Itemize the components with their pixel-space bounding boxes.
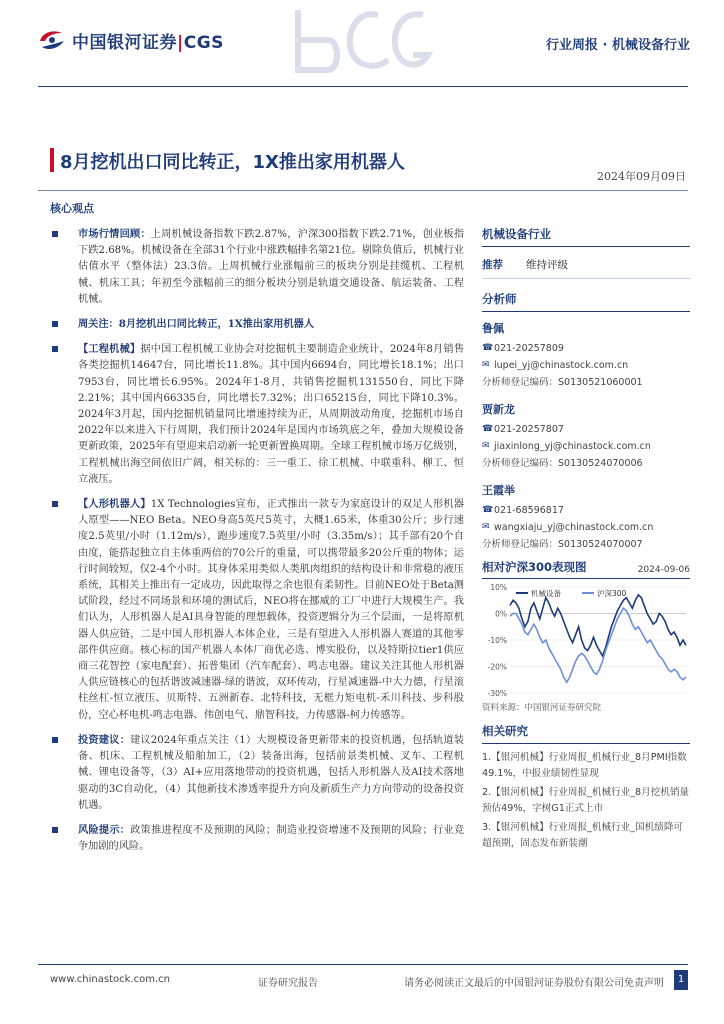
footer-divider — [38, 964, 688, 965]
analyst-phone: 021-20257807 — [494, 424, 564, 435]
brand-name: 中国银河证券|CGS — [72, 33, 224, 53]
relative-performance-chart — [482, 559, 690, 713]
main-content — [50, 226, 464, 863]
phone-icon: ☎ — [482, 424, 494, 434]
related-heading: 相关研究 — [482, 723, 690, 744]
paragraph-text: 据中国工程机械工业协会对挖掘机主要制造企业统计，2024年8月销售各类挖掘机14647台，同比增长11.8%。其中国内6694台，同比增长18.1%；出口7953台，同比增长6.95%。2024年1-8月，共销售挖掘机131550台，同比下降2.21%；其中国内66335台，同比增长7.32%；出口65215台，同比下降10.3%。2024年3月起，国内挖掘机销量同比增速持续为正，从周期波动角度，挖掘机市场自2022年以来进入下行周期，我们预计2024年是国内市场筑底之年，叠加大规模设备更新政策，2025年有望迎来启动新一轮更新置换周期。全球工程机械市场万亿级别，工程机械出海空间依旧广阔，相关标的：三一重工、徐工机械、中联重科、柳工、恒立液压。 — [78, 344, 465, 485]
bullet-marker — [52, 827, 58, 833]
chart-date: 2024-09-06 — [637, 565, 690, 575]
paragraph-text: 建议2024年重点关注（1）大规模设备更新带来的投资机遇，包括轨道装备、机床、工程机械及船舶加工，（2）装备出海，包括前景类机械、叉车、工程机械、锂电设备等，（3）AI+应用落地带动的投资机遇，包括人形机器人及AI技术落地驱动的3C自动化，（4）其他新技术渗透率提升方向及新质生产力方向带动的设备投资机遇。 — [78, 734, 464, 811]
footer-label: 证券研究报告 — [258, 978, 318, 989]
brand-logo — [38, 28, 224, 53]
paragraph-lead: 投资建议： — [78, 733, 130, 746]
chart-title: 相对沪深300表现图 — [482, 560, 587, 574]
analyst-email[interactable]: wangxiaju_yj@chinastock.com.cn — [494, 522, 654, 533]
brand-logo-icon — [38, 29, 66, 53]
mail-icon: ✉ — [482, 360, 490, 370]
page-header — [0, 0, 724, 92]
mail-icon: ✉ — [482, 441, 490, 451]
analyst-cert: 分析师登记编码：S0130524070007 — [482, 539, 643, 550]
related-item[interactable]: 1.【银河机械】行业周报_机械行业_8月PMI指数49.1%，中报业绩韧性显现 — [482, 752, 687, 779]
report-date: 2024年09月09日 — [597, 170, 686, 183]
paragraph-construction-machinery — [50, 341, 464, 488]
paragraph-lead: 【人形机器人】 — [78, 498, 151, 511]
analyst-card — [482, 401, 690, 472]
chart-legend-label: 沪深300 — [597, 589, 627, 598]
paragraph-lead: 市场行情回顾： — [78, 228, 151, 240]
section-label: 核心观点 — [50, 202, 94, 215]
paragraph-lead: 【工程机械】 — [78, 343, 141, 356]
paragraph-text: 上周机械设备指数下跌2.87%，沪深300指数下跌2.71%，创业板指下跌2.68%。机械设备在全部31个行业中涨跌幅排名第21位。剔除负值后，机械行业估值水平（整体法）23.3倍。上周机械行业涨幅前三的板块分别是挂缆机、工程机械、机床工具；年初至今涨幅前三的细分板块分别是轨道交通设备、航运装备、工程机械。 — [78, 229, 465, 305]
chart-y-tick-label: -20% — [487, 662, 507, 672]
related-research-list — [482, 750, 690, 851]
rating-row — [482, 257, 690, 279]
paragraph-lead: 风险提示： — [78, 823, 131, 836]
analyst-name: 鲁佩 — [482, 322, 504, 335]
chart-y-tick-label: -30% — [487, 689, 507, 698]
paragraph-humanoid-robot — [50, 496, 464, 724]
chart-series-line — [510, 608, 686, 682]
chart-source: 资料来源：中国银河证券研究院 — [482, 703, 602, 713]
footer-disclaimer: 请务必阅读正文最后的中国银河证券股份有限公司免责声明 — [404, 978, 664, 989]
chart-series-line — [510, 595, 686, 656]
header-watermark-graphic — [288, 0, 438, 90]
bullet-marker — [52, 231, 58, 237]
paragraph-risk-warning — [50, 822, 464, 855]
report-title: 8月挖机出口同比转正，1X推出家用机器人 — [60, 152, 405, 173]
related-item[interactable]: 3.【银河机械】行业周报_机械行业_国机绩降可超预期，固态发布新装潮 — [482, 822, 684, 849]
chart-y-tick-label: 0% — [495, 609, 507, 619]
analyst-name: 贾新龙 — [482, 403, 515, 416]
paragraph-investment-advice — [50, 732, 464, 814]
analyst-name: 王霞举 — [482, 484, 515, 497]
analyst-cert: 分析师登记编码：S0130521060001 — [482, 377, 643, 388]
paragraph-market-review — [50, 226, 464, 308]
paragraph-weekly-focus — [50, 316, 464, 333]
bullet-marker — [52, 737, 58, 743]
analyst-card — [482, 482, 690, 553]
bullet-marker — [52, 321, 58, 327]
title-accent-bar — [50, 148, 54, 172]
analyst-card — [482, 320, 690, 391]
industry-heading: 机械设备行业 — [482, 226, 690, 247]
title-divider — [38, 190, 688, 191]
chart-legend-label: 机械设备 — [531, 589, 561, 598]
header-divider — [38, 86, 688, 87]
bullet-marker — [52, 501, 58, 507]
analyst-cert: 分析师登记编码：S0130524070006 — [482, 458, 643, 469]
chart-y-tick-label: -10% — [487, 636, 507, 645]
phone-icon: ☎ — [482, 343, 494, 353]
related-item[interactable]: 2.【银河机械】行业周报_机械行业_8月挖机销量预估49%，字树G1正式上市 — [482, 787, 690, 814]
paragraph-lead: 周关注：8月挖机出口同比转正，1X推出家用机器人 — [78, 318, 315, 331]
bullet-marker — [52, 346, 58, 352]
sidebar — [482, 226, 690, 855]
footer-url[interactable]: www.chinastock.com.cn — [50, 974, 170, 985]
phone-icon: ☎ — [482, 505, 494, 515]
chart-y-tick-label: 10% — [490, 583, 507, 592]
analyst-phone: 021-68596817 — [494, 505, 564, 516]
analyst-phone: 021-20257809 — [494, 343, 564, 354]
mail-icon: ✉ — [482, 522, 490, 532]
analyst-email[interactable]: jiaxinlong_yj@chinastock.com.cn — [494, 441, 651, 452]
page-number: 1 — [674, 970, 688, 990]
analyst-heading: 分析师 — [482, 291, 690, 312]
analyst-email[interactable]: lupei_yj@chinastock.com.cn — [494, 360, 629, 371]
chart-canvas — [482, 581, 690, 699]
document-type: 行业周报 · 机械设备行业 — [546, 38, 690, 53]
rating-value: 维持评级 — [526, 259, 568, 271]
rating-key: 推荐 — [482, 259, 503, 271]
paragraph-text: 政策推进程度不及预期的风险；制造业投资增速不及预期的风险；行业竞争加剧的风险。 — [78, 824, 465, 853]
paragraph-text: 1X Technologies宣布，正式推出一款专为家庭设计的双足人形机器人原型——NEO Beta。NEO身高5英尺5英寸，大概1.65米，体重30公斤；步行速度2.5英里/小时（1.12m/s），跑步速度7.5英里/小时（3.35m/s）；其手部有20个自由度，能搭起独立自主体重两倍的70公斤的重量，可以携带最多20公斤重的物体；运行时间较短，仅2-4个小时。其身体采用类似人类肌肉组织的结构设计和非常稳的液压系统，其相关上推出有一定成功，因此取得之余也很有柔韧性。目前NEO处于Beta测试阶段，经过不同场景和环境的测试后，NEO将在挪威的工厂中进行大规模生产。我们认为，人形机器人是AI具身智能的理想载体，投资逻辑分为三个层面，一是将原机器人供应链，二是中国人形机器人本体企业，三是有望进入人形机器人赛道的其他零部件供应商。核心标的国产机器人本体厂商优必选、博实股份，以及特斯拉tier1供应商三花智控（家电配套）、拓普集团（汽车配套）、鸣志电器。建议关注其他人形机器人供应链核心的包括谐波减速器-绿的谐波，双环传动，行星减速器-中大力德，行星滚柱丝杠-恒立液压、贝斯特、五洲新春、北特科技，无框力矩电机-禾川科技、步科股份，空心杯电机-鸣志电器、伟创电气、鼎智科技，力传感器-柯力传感等。 — [78, 499, 464, 721]
